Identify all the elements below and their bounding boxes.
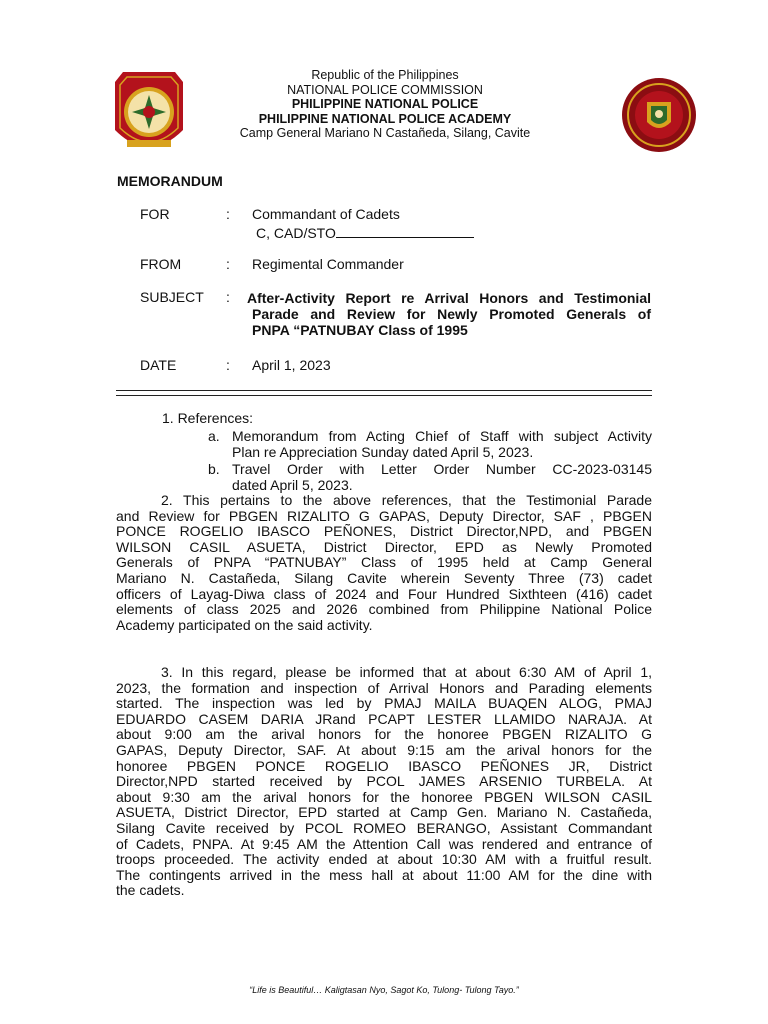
subject-value xyxy=(247,290,651,338)
text-line: dated April 5, 2023. xyxy=(232,476,353,493)
pnp-seal-icon xyxy=(113,68,185,160)
text-line: started. The inspection was led by PMAJ MAILA BUAQEN ALOG, PMAJ xyxy=(116,695,652,712)
text-line: 2023, the formation and inspection of Arrival Honors and Parading elements xyxy=(116,679,652,696)
text-line: elements of class 2025 and 2026 combined from Philippine National Police xyxy=(116,601,652,618)
letterhead xyxy=(200,68,570,141)
text-line: the cadets. xyxy=(116,882,185,899)
subject-line: After-Activity Report re Arrival Honors and Testimonial xyxy=(247,290,651,306)
from-colon: : xyxy=(226,256,230,272)
text-line: of Cadets, PNPA. At 9:45 AM the Attention Call was rendered and entrance of xyxy=(116,835,652,852)
text-line: Plan re Appreciation Sunday dated April 5, 2023. xyxy=(232,443,534,460)
from-label: FROM xyxy=(140,256,182,272)
reference-a xyxy=(232,429,652,460)
text-line: Director,NPD started received by PCOL JAMES ARSENIO TURBELA. At xyxy=(116,773,652,790)
memo-title: MEMORANDUM xyxy=(117,173,223,189)
for-colon: : xyxy=(226,206,230,222)
text-line: EDUARDO CASEM DARIA JRand PCAPT LESTER LLAMIDO NARAJA. At xyxy=(116,710,652,727)
reference-b xyxy=(232,462,652,493)
for-value-office-text: C, CAD/STO xyxy=(256,225,336,241)
text-line: Silang Cavite received by PCOL ROMEO BERANGO, Assistant Commandant xyxy=(116,819,652,836)
header-divider xyxy=(116,390,652,396)
letterhead-pnpa: PHILIPPINE NATIONAL POLICE ACADEMY xyxy=(258,111,512,126)
signature-blank-line xyxy=(336,224,474,238)
date-label: DATE xyxy=(140,357,177,373)
pnpa-seal-icon xyxy=(620,72,698,158)
text-line: Academy participated on the said activity. xyxy=(116,616,373,633)
from-value: Regimental Commander xyxy=(252,256,404,272)
for-value-office xyxy=(256,224,474,241)
text-line: 3. In this regard, please be informed that at about 6:30 AM of April 1, xyxy=(161,664,652,680)
paragraph-3 xyxy=(116,665,652,899)
text-line: honoree PBGEN PONCE ROGELIO IBASCO PEÑONES JR, District xyxy=(116,757,652,774)
text-line: PONCE ROGELIO IBASCO PEÑONES, District Director,NPD, and PBGEN xyxy=(116,523,652,540)
text-line: about 9:00 am the arival honors for the honoree PBGEN RIZALITO G xyxy=(116,726,652,743)
subject-line: PNPA “PATNUBAY Class of 1995 xyxy=(252,322,468,338)
letterhead-napolcom: NATIONAL POLICE COMMISSION xyxy=(287,82,483,97)
text-line: GAPAS, Deputy Director, SAF. At about 9:15 am the arival honors for the xyxy=(116,741,652,758)
letterhead-pnp: PHILIPPINE NATIONAL POLICE xyxy=(291,97,479,111)
letterhead-address: Camp General Mariano N Castañeda, Silang, Cavite xyxy=(239,126,531,140)
text-line: Memorandum from Acting Chief of Staff with subject Activity xyxy=(232,428,652,444)
text-line: and Review for PBGEN RIZALITO G GAPAS, Deputy Director, SAF , PBGEN xyxy=(116,507,652,524)
text-line: ASUETA, District Director, EPD started at Camp Gen. Mariano N. Castañeda, xyxy=(116,804,652,821)
letterhead-republic: Republic of the Philippines xyxy=(311,68,459,82)
reference-a-marker: a. xyxy=(208,428,220,444)
text-line: WILSON CASIL ASUETA, District Director, EPD as Newly Promoted xyxy=(116,538,652,555)
text-line: Generals of PNPA “PATNUBAY” Class of 1995 held at Camp General xyxy=(116,554,652,571)
date-value: April 1, 2023 xyxy=(252,357,331,373)
text-line: Mariano N. Castañeda, Silang Cavite wherein Seventy Three (73) cadet xyxy=(116,569,652,586)
footer-motto: “Life is Beautiful… Kaligtasan Nyo, Sagot Ko, Tulong- Tulong Tayo.” xyxy=(249,985,519,995)
text-line: about 9:30 am the arival honors for the honoree PBGEN WILSON CASIL xyxy=(116,788,652,805)
subject-line: Parade and Review for Newly Promoted Generals of xyxy=(252,306,651,322)
text-line: The contingents arrived in the mess hall at about 11:00 AM for the dine with xyxy=(116,866,652,883)
for-value: Commandant of Cadets xyxy=(252,206,400,222)
date-colon: : xyxy=(226,357,230,373)
text-line: 2. This pertains to the above references, that the Testimonial Parade xyxy=(161,492,652,508)
text-line: officers of Layag-Diwa class of 2024 and Four Hundred Sixthteen (416) cadet xyxy=(116,585,652,602)
text-line: troops proceeded. The activity ended at about 10:30 AM with a fruitful result. xyxy=(116,851,652,868)
for-label: FOR xyxy=(140,206,170,222)
text-line: Travel Order with Letter Order Number CC-2023-03145 xyxy=(232,461,652,477)
subject-colon: : xyxy=(226,289,230,305)
references-heading: 1. References: xyxy=(162,410,254,426)
reference-b-marker: b. xyxy=(208,461,220,477)
subject-label: SUBJECT xyxy=(140,289,204,305)
paragraph-2 xyxy=(116,493,652,633)
